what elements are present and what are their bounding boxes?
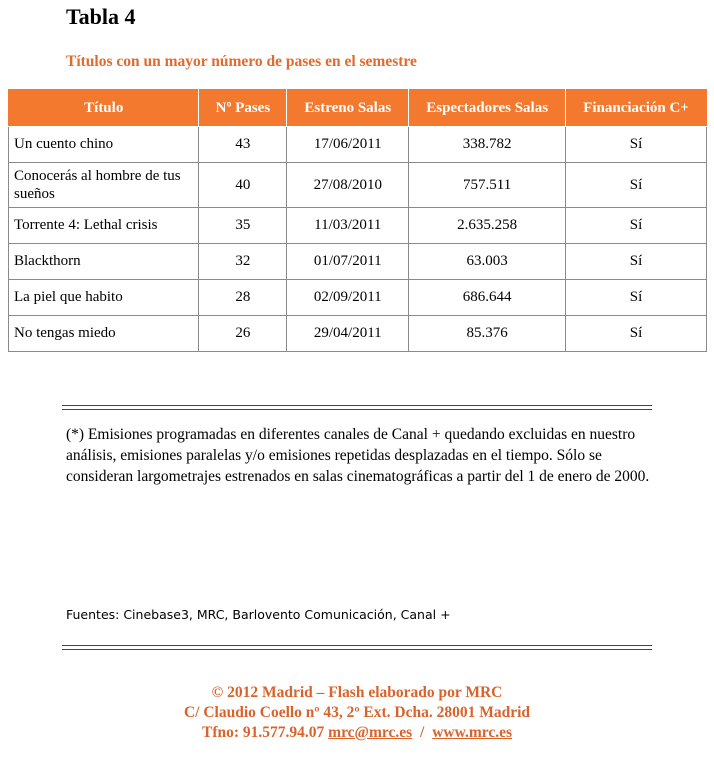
page-title: Tabla 4 <box>66 4 136 29</box>
cell-titulo: Blackthorn <box>9 244 199 280</box>
table-row <box>9 208 707 244</box>
header-estreno: Estreno Salas <box>287 90 409 127</box>
cell-titulo: La piel que habito <box>9 280 199 316</box>
footer-address: C/ Claudio Coello nº 43, 2º Ext. Dcha. 28001 Madrid <box>183 704 531 721</box>
cell-financiacion: Sí <box>566 208 707 244</box>
cell-espectadores: 85.376 <box>409 316 566 352</box>
footer-phone: Tfno: 91.577.94.07 <box>201 724 325 741</box>
footnote: (*) Emisiones programadas en diferentes canales de Canal + quedando excluidas en nuestro análisis, emisiones paralelas y/o emisiones repetidas desplazadas en el tiempo. Sólo se consideran largometrajes estrenados en salas cinematográficas a partir del 1 de enero de 2000. <box>66 426 650 485</box>
cell-estreno: 02/09/2011 <box>287 280 409 316</box>
footer-web-link[interactable]: www.mrc.es <box>432 724 512 741</box>
footer-separator: / <box>420 724 425 741</box>
cell-espectadores: 757.511 <box>409 163 566 208</box>
cell-titulo: Un cuento chino <box>9 127 199 163</box>
table-row <box>9 127 707 163</box>
header-titulo: Título <box>9 90 199 127</box>
cell-financiacion: Sí <box>566 163 707 208</box>
cell-pases: 40 <box>199 163 287 208</box>
divider-top <box>62 405 652 410</box>
cell-estreno: 01/07/2011 <box>287 244 409 280</box>
cell-espectadores: 63.003 <box>409 244 566 280</box>
cell-estreno: 17/06/2011 <box>287 127 409 163</box>
cell-pases: 26 <box>199 316 287 352</box>
cell-espectadores: 338.782 <box>409 127 566 163</box>
cell-estreno: 11/03/2011 <box>287 208 409 244</box>
header-espectadores: Espectadores Salas <box>409 90 566 127</box>
table-row <box>9 244 707 280</box>
footer <box>62 683 652 743</box>
divider-bottom <box>62 645 652 650</box>
cell-pases: 28 <box>199 280 287 316</box>
cell-pases: 35 <box>199 208 287 244</box>
cell-financiacion: Sí <box>566 127 707 163</box>
table-row <box>9 280 707 316</box>
cell-financiacion: Sí <box>566 280 707 316</box>
cell-financiacion: Sí <box>566 316 707 352</box>
cell-estreno: 27/08/2010 <box>287 163 409 208</box>
footer-contact <box>62 723 652 743</box>
cell-titulo: Torrente 4: Lethal crisis <box>9 208 199 244</box>
cell-pases: 43 <box>199 127 287 163</box>
cell-espectadores: 686.644 <box>409 280 566 316</box>
cell-pases: 32 <box>199 244 287 280</box>
table-header-row <box>9 90 707 127</box>
table-subtitle: Títulos con un mayor número de pases en el semestre <box>66 53 417 70</box>
footer-copyright: © 2012 Madrid – Flash elaborado por MRC <box>211 684 503 701</box>
cell-estreno: 29/04/2011 <box>287 316 409 352</box>
titles-table <box>8 89 707 352</box>
cell-financiacion: Sí <box>566 244 707 280</box>
footer-email-link[interactable]: mrc@mrc.es <box>328 724 413 741</box>
cell-espectadores: 2.635.258 <box>409 208 566 244</box>
sources-line: Fuentes: Cinebase3, MRC, Barlovento Comunicación, Canal + <box>66 607 451 622</box>
table-row <box>9 163 707 208</box>
cell-titulo: Conocerás al hombre de tus sueños <box>9 163 199 208</box>
header-financiacion: Financiación C+ <box>566 90 707 127</box>
table-row <box>9 316 707 352</box>
header-pases: Nº Pases <box>199 90 287 127</box>
cell-titulo: No tengas miedo <box>9 316 199 352</box>
